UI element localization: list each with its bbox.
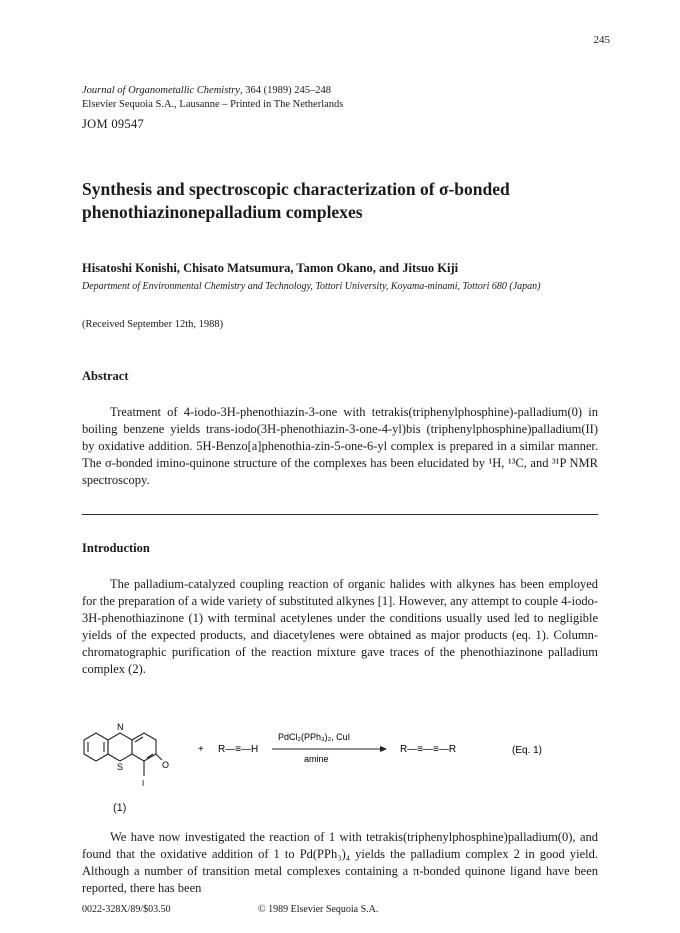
atom-s: S bbox=[117, 762, 124, 772]
journal-reference bbox=[82, 84, 343, 98]
footer-code: 0022-328X/89/$03.50 bbox=[82, 904, 171, 915]
diyne-product: R—≡—≡—R bbox=[400, 744, 457, 755]
introduction-heading: Introduction bbox=[82, 541, 150, 555]
reaction-scheme bbox=[82, 718, 602, 798]
alkyne-reagent: R—≡—H bbox=[218, 744, 259, 755]
plus-sign: + bbox=[198, 744, 204, 755]
received-date: (Received September 12th, 1988) bbox=[82, 319, 224, 330]
journal-name: Journal of Organometallic Chemistry bbox=[82, 85, 240, 96]
equation-label: (Eq. 1) bbox=[512, 745, 543, 756]
reaction-arrowhead bbox=[380, 746, 387, 752]
atom-i: I bbox=[142, 779, 145, 788]
atom-o: O bbox=[162, 760, 170, 770]
journal-volume-pages: , 364 (1989) 245–248 bbox=[239, 85, 331, 96]
intro-paragraph-1: The palladium-catalyzed coupling reaction of organic halides with alkynes has been employed for the preparation of a wide variety of substituted alkynes [1]. However, any attempt to couple 4-iodo-3H-phenothiazinone (1) with terminal acetylenes under the conditions usually used led to negligible yields of the expected products, and diacetylenes were obtained as major products (eq. 1). Column-chromatographic purification of the reaction mixture gave traces of the phenothiazinone palladium complex (2). bbox=[82, 577, 599, 676]
page-number: 245 bbox=[593, 34, 610, 46]
footer-copyright: © 1989 Elsevier Sequoia S.A. bbox=[258, 904, 379, 915]
atom-n: N bbox=[117, 722, 124, 732]
journal-citation bbox=[82, 84, 343, 112]
compound-label: (1) bbox=[113, 802, 127, 814]
affiliation: Department of Environmental Chemistry and Technology, Tottori University, Koyama-minami, Tottori 680 (Japan) bbox=[82, 281, 541, 292]
publisher-line: Elsevier Sequoia S.A., Lausanne – Printed in The Netherlands bbox=[82, 99, 344, 110]
abstract-text: Treatment of 4-iodo-3H-phenothiazin-3-one with tetrakis(triphenylphosphine)-palladium(0) in boiling benzene yields trans-iodo(3H-phenothiazin-3-one-4-yl)bis (triphenylphosphine)palladium(II) by oxidative addition. 5H-Benzo[a]phenothia-zin-5-one-6-yl complex is prepared in a similar manner. The σ-bonded imino-quinone structure of the complexes has been elucidated by ¹H, ¹³C, and ³¹P NMR spectroscopy. bbox=[82, 405, 598, 487]
article-title: Synthesis and spectroscopic characterization of σ-bonded phenothiazinonepalladium complexes bbox=[82, 179, 510, 222]
section-divider bbox=[82, 514, 598, 515]
solvent-label: amine bbox=[304, 754, 329, 764]
intro-paragraph-2: We have now investigated the reaction of 1 with tetrakis(triphenylphosphine)palladium(0), and found that the oxidative addition of 1 to Pd(PPh₃)₄ yields the palladium complex 2 in good yield. Although a number of transition metal complexes containing a π-bonded quinone ligand have been reported, there has been bbox=[82, 830, 598, 895]
jom-id: JOM 09547 bbox=[82, 117, 145, 131]
author-list: Hisatoshi Konishi, Chisato Matsumura, Tamon Okano, and Jitsuo Kiji bbox=[82, 261, 459, 275]
abstract-heading: Abstract bbox=[82, 369, 129, 383]
catalyst-label: PdCl₂(PPh₃)₂, CuI bbox=[278, 732, 351, 742]
